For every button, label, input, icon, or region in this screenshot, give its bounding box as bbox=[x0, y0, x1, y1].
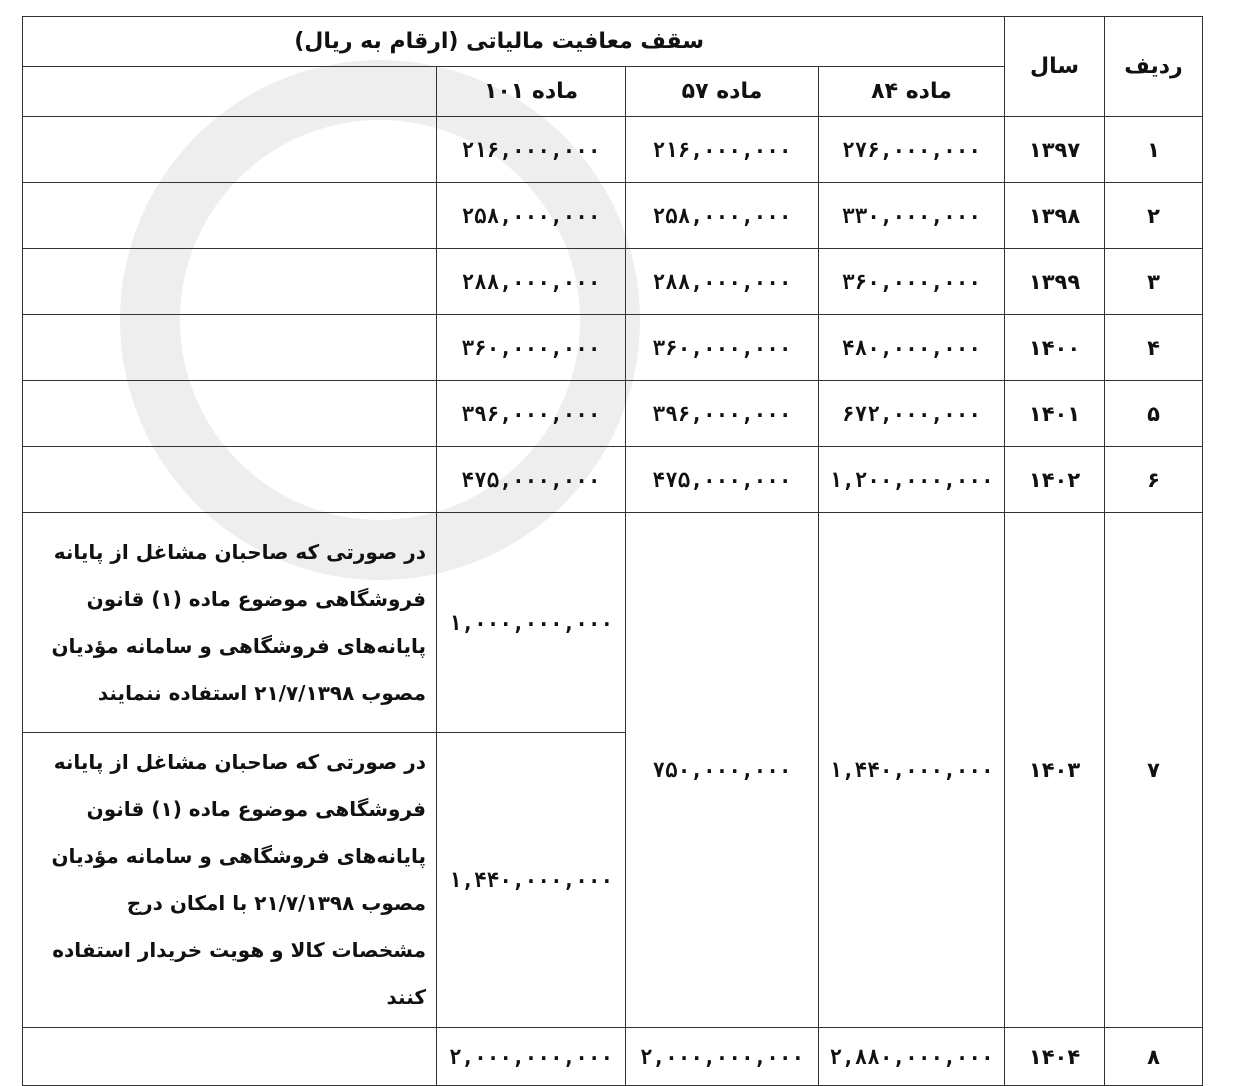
article-101-value: ۲۸۸,۰۰۰,۰۰۰ bbox=[437, 249, 626, 315]
table-row bbox=[23, 447, 1203, 513]
empty-cell bbox=[23, 249, 437, 315]
year-cell: ۱۴۰۴ bbox=[1005, 1028, 1105, 1086]
tax-exemption-table bbox=[22, 16, 1203, 1086]
table-row bbox=[23, 1028, 1203, 1086]
article-84-header: ماده ۸۴ bbox=[819, 67, 1005, 117]
article-101-value: ۳۶۰,۰۰۰,۰۰۰ bbox=[437, 315, 626, 381]
row-number-header: ردیف bbox=[1105, 17, 1203, 117]
article-57-value: ۳۶۰,۰۰۰,۰۰۰ bbox=[626, 315, 819, 381]
article-84-value: ۱,۲۰۰,۰۰۰,۰۰۰ bbox=[819, 447, 1005, 513]
article-57-value: ۳۹۶,۰۰۰,۰۰۰ bbox=[626, 381, 819, 447]
article-57-value: ۴۷۵,۰۰۰,۰۰۰ bbox=[626, 447, 819, 513]
article-101-value: ۲۱۶,۰۰۰,۰۰۰ bbox=[437, 117, 626, 183]
article-101-value: ۳۹۶,۰۰۰,۰۰۰ bbox=[437, 381, 626, 447]
article-84-value: ۲,۸۸۰,۰۰۰,۰۰۰ bbox=[819, 1028, 1005, 1086]
row-number: ۶ bbox=[1105, 447, 1203, 513]
article-57-value: ۷۵۰,۰۰۰,۰۰۰ bbox=[626, 513, 819, 1028]
article-84-value: ۲۷۶,۰۰۰,۰۰۰ bbox=[819, 117, 1005, 183]
article-84-value: ۳۶۰,۰۰۰,۰۰۰ bbox=[819, 249, 1005, 315]
year-cell: ۱۳۹۸ bbox=[1005, 183, 1105, 249]
empty-cell bbox=[23, 447, 437, 513]
table-row bbox=[23, 117, 1203, 183]
table-title: سقف معافیت مالیاتی (ارقام به ریال) bbox=[23, 17, 1005, 67]
article-101-value-no-terminal: ۱,۰۰۰,۰۰۰,۰۰۰ bbox=[437, 513, 626, 733]
empty-header-cell bbox=[23, 67, 437, 117]
table-row bbox=[23, 183, 1203, 249]
row-number: ۳ bbox=[1105, 249, 1203, 315]
row-number: ۲ bbox=[1105, 183, 1203, 249]
empty-cell bbox=[23, 183, 437, 249]
article-101-value: ۲,۰۰۰,۰۰۰,۰۰۰ bbox=[437, 1028, 626, 1086]
year-cell: ۱۴۰۳ bbox=[1005, 513, 1105, 1028]
article-84-value: ۱,۴۴۰,۰۰۰,۰۰۰ bbox=[819, 513, 1005, 1028]
article-57-value: ۲,۰۰۰,۰۰۰,۰۰۰ bbox=[626, 1028, 819, 1086]
article-84-value: ۴۸۰,۰۰۰,۰۰۰ bbox=[819, 315, 1005, 381]
article-101-value: ۴۷۵,۰۰۰,۰۰۰ bbox=[437, 447, 626, 513]
table-row bbox=[23, 381, 1203, 447]
table-row-7a bbox=[23, 513, 1203, 733]
article-57-header: ماده ۵۷ bbox=[626, 67, 819, 117]
empty-cell bbox=[23, 117, 437, 183]
article-101-value: ۲۵۸,۰۰۰,۰۰۰ bbox=[437, 183, 626, 249]
row-number: ۸ bbox=[1105, 1028, 1203, 1086]
condition-note-with-terminal: در صورتی که صاحبان مشاغل از پایانه فروشگاهی موضوع ماده (۱) قانون پایانه‌های فروشگاهی و سامانه مؤدیان مصوب ۲۱/۷/۱۳۹۸ با امکان درج مشخصات کالا و هویت خریدار استفاده کنند bbox=[23, 733, 437, 1028]
row-number: ۴ bbox=[1105, 315, 1203, 381]
year-cell: ۱۳۹۹ bbox=[1005, 249, 1105, 315]
row-number: ۱ bbox=[1105, 117, 1203, 183]
article-57-value: ۲۱۶,۰۰۰,۰۰۰ bbox=[626, 117, 819, 183]
year-cell: ۱۴۰۱ bbox=[1005, 381, 1105, 447]
empty-cell bbox=[23, 381, 437, 447]
row-number: ۵ bbox=[1105, 381, 1203, 447]
article-101-value-with-terminal: ۱,۴۴۰,۰۰۰,۰۰۰ bbox=[437, 733, 626, 1028]
year-cell: ۱۴۰۲ bbox=[1005, 447, 1105, 513]
row-number: ۷ bbox=[1105, 513, 1203, 1028]
article-84-value: ۶۷۲,۰۰۰,۰۰۰ bbox=[819, 381, 1005, 447]
article-57-value: ۲۵۸,۰۰۰,۰۰۰ bbox=[626, 183, 819, 249]
year-cell: ۱۳۹۷ bbox=[1005, 117, 1105, 183]
condition-note-no-terminal: در صورتی که صاحبان مشاغل از پایانه فروشگاهی موضوع ماده (۱) قانون پایانه‌های فروشگاهی و سامانه مؤدیان مصوب ۲۱/۷/۱۳۹۸ استفاده ننمایند bbox=[23, 513, 437, 733]
header-row-1 bbox=[23, 17, 1203, 67]
article-84-value: ۳۳۰,۰۰۰,۰۰۰ bbox=[819, 183, 1005, 249]
year-cell: ۱۴۰۰ bbox=[1005, 315, 1105, 381]
article-101-header: ماده ۱۰۱ bbox=[437, 67, 626, 117]
empty-cell bbox=[23, 1028, 437, 1086]
empty-cell bbox=[23, 315, 437, 381]
article-57-value: ۲۸۸,۰۰۰,۰۰۰ bbox=[626, 249, 819, 315]
year-header: سال bbox=[1005, 17, 1105, 117]
table-row bbox=[23, 315, 1203, 381]
table-row bbox=[23, 249, 1203, 315]
